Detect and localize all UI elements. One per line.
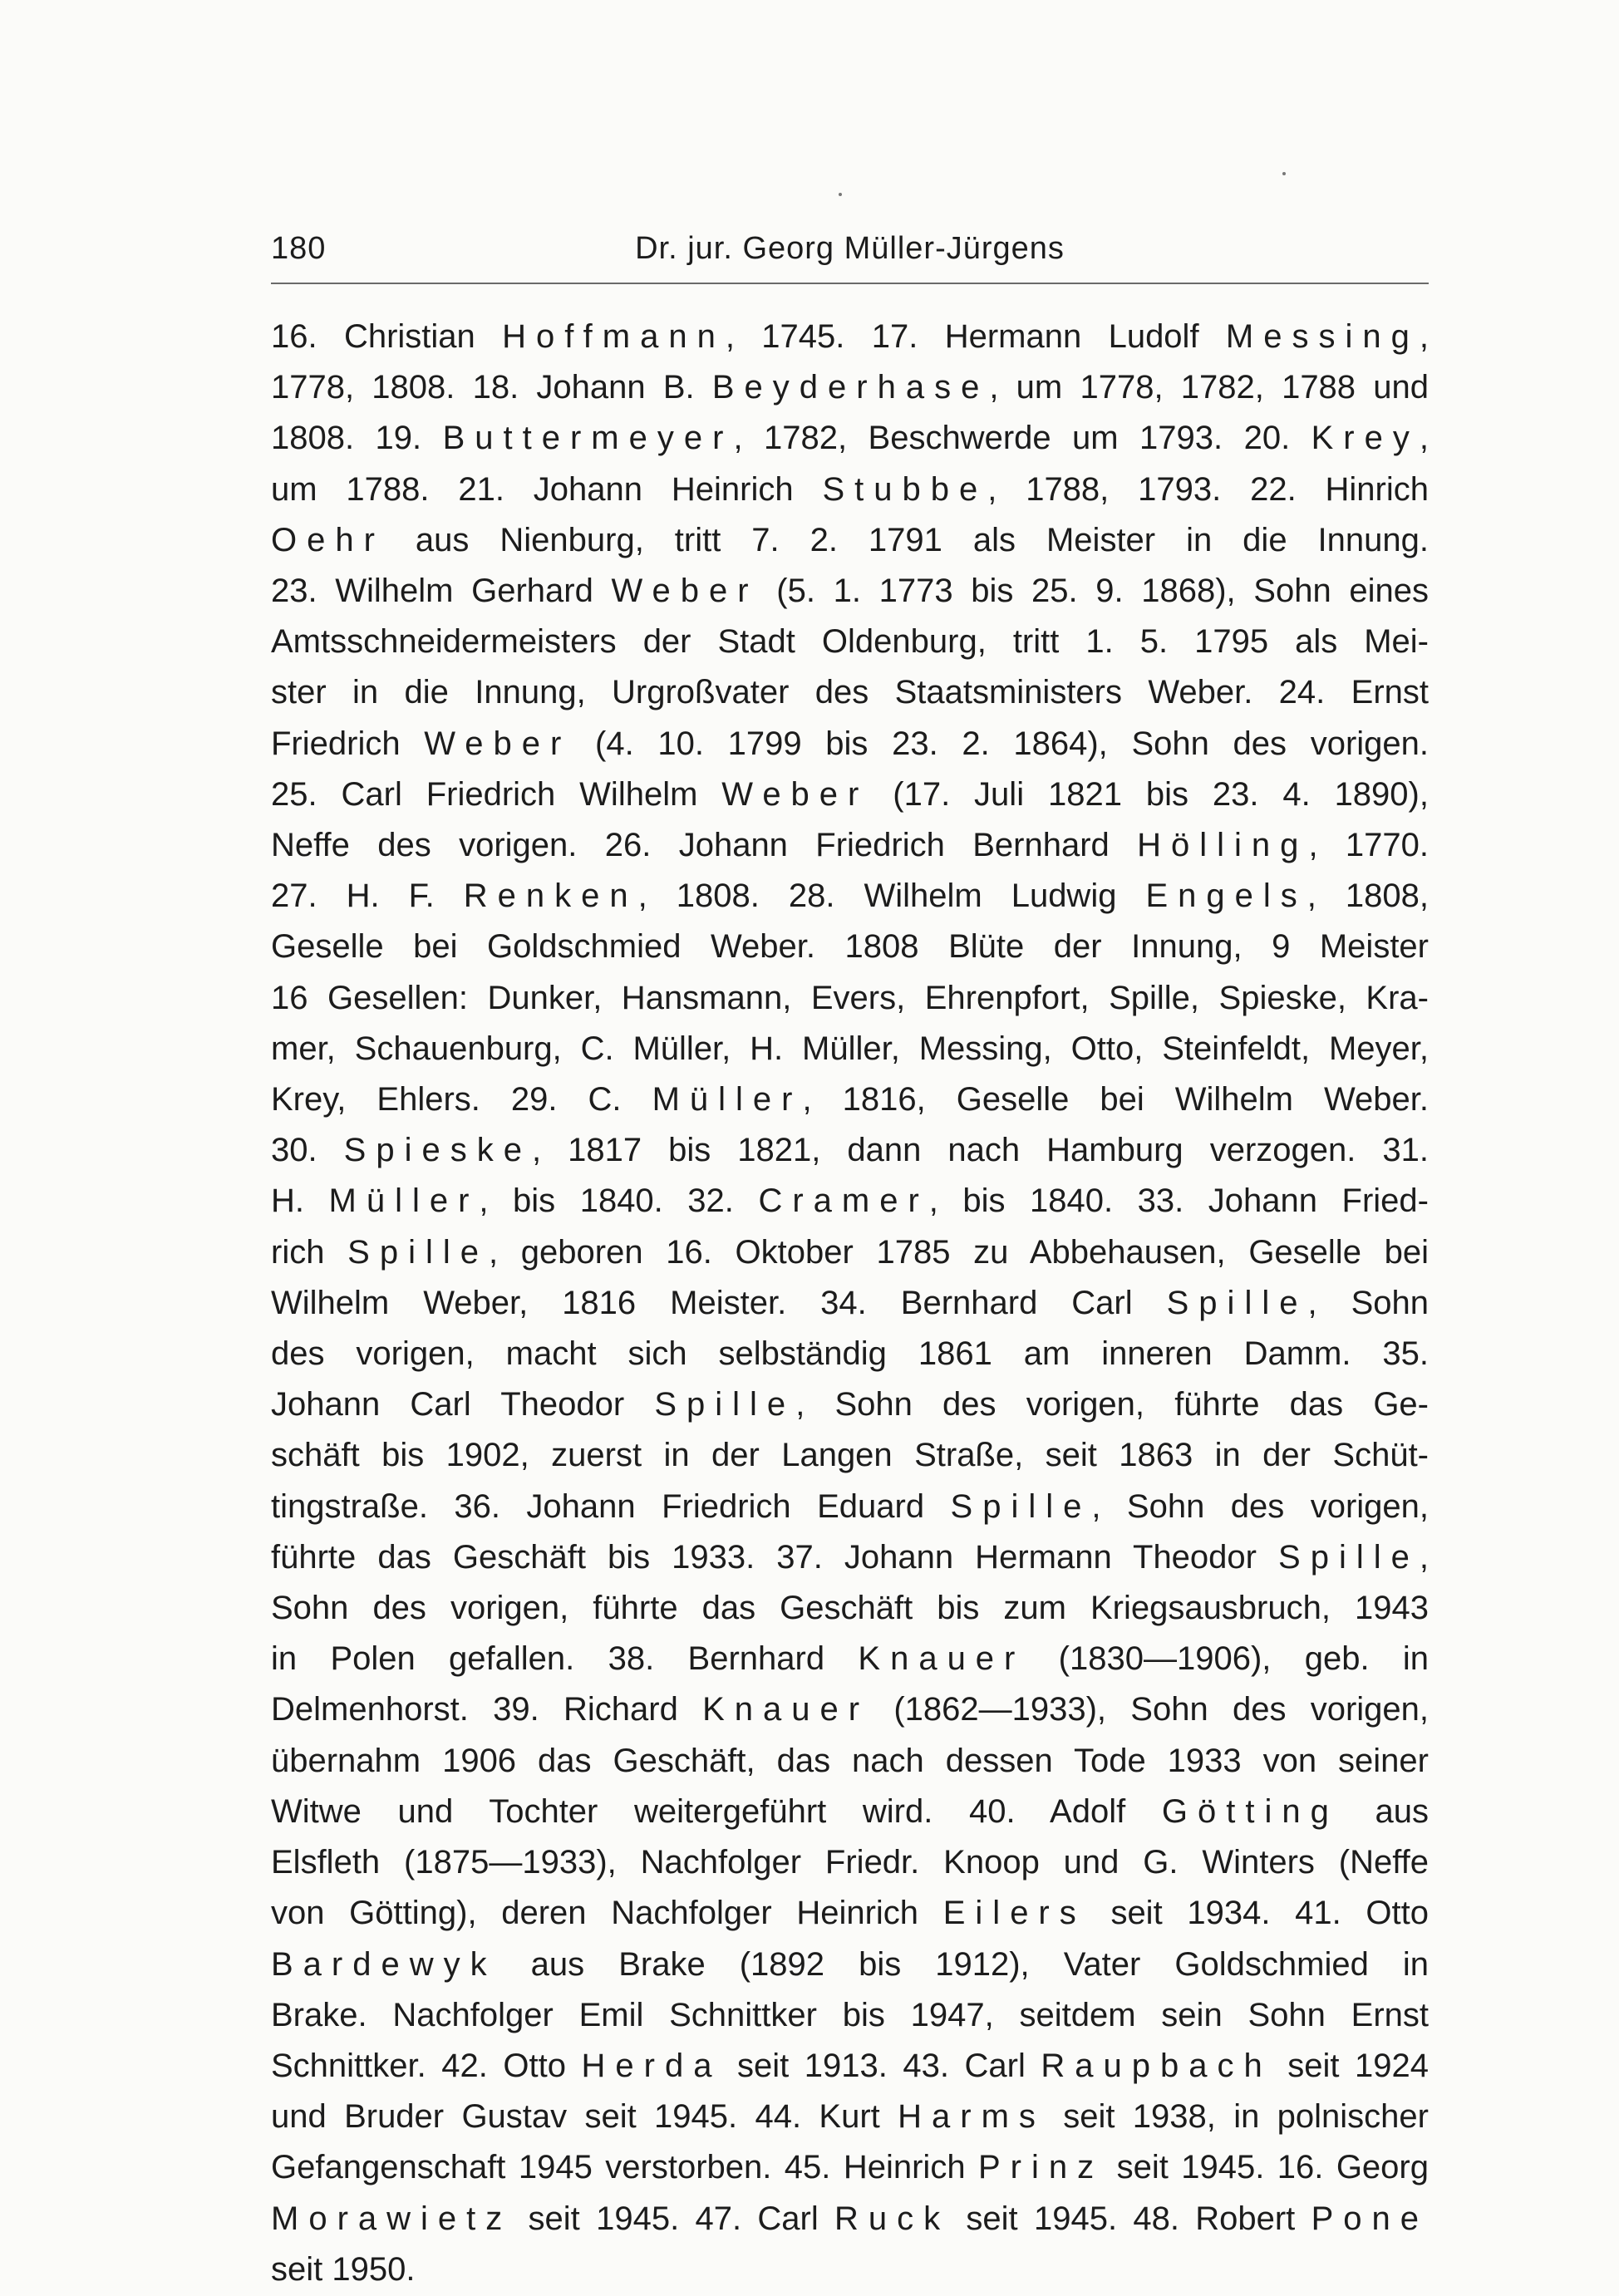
text-segment: seit 1938, in polnischer: [1045, 2098, 1429, 2136]
text-segment: , bis 1840. 33. Johann Fried-: [928, 1182, 1429, 1220]
text-line: [271, 667, 1429, 718]
spaced-name: Hölling: [1137, 827, 1309, 864]
text-segment: aus Brake (1892 bis 1912), Vater Goldschmied in: [496, 1945, 1429, 1983]
text-segment: ,: [1419, 1538, 1429, 1576]
text-segment: (4. 10. 1799 bis 23. 2. 1864), Sohn des vorigen.: [571, 725, 1430, 762]
text-segment: 16 Gesellen: Dunker, Hansmann, Evers, Ehrenpfort, Spille, Spieske, Kra-: [271, 979, 1429, 1016]
text-segment: 27. H. F.: [271, 878, 464, 915]
spaced-name: Knauer: [702, 1691, 870, 1728]
text-segment: Johann Carl Theodor: [271, 1386, 655, 1423]
spaced-name: Spille: [654, 1386, 796, 1423]
text-segment: tingstraße. 36. Johann Friedrich Eduard: [271, 1487, 951, 1525]
spaced-name: Bardewyk: [271, 1945, 497, 1983]
text-segment: rich: [271, 1233, 348, 1271]
text-segment: seit 1934. 41. Otto: [1085, 1895, 1429, 1932]
spaced-name: Prinz: [978, 2149, 1105, 2186]
text-line: [271, 2194, 1429, 2244]
text-segment: Neffe des vorigen. 26. Johann Friedrich Bernhard: [271, 827, 1138, 864]
running-title: Dr. jur. Georg Müller-Jürgens: [635, 231, 1065, 266]
text-segment: ,: [1419, 318, 1429, 355]
text-segment: Elsfleth (1875—1933), Nachfolger Friedr. Knoop und G. Winters (Neffe: [271, 1844, 1429, 1881]
spaced-name: Engels: [1145, 878, 1307, 915]
spaced-name: Stubbe: [822, 470, 988, 508]
text-line: [271, 1634, 1429, 1684]
text-segment: H.: [271, 1182, 329, 1220]
spaced-name: Beyderhase: [711, 369, 990, 406]
spaced-name: Morawietz: [271, 2200, 513, 2237]
spaced-name: Spille: [347, 1233, 489, 1271]
spaced-name: Ruck: [834, 2200, 951, 2237]
spaced-name: Oehr: [271, 521, 385, 558]
text-line: [271, 1684, 1429, 1735]
text-segment: um 1788. 21. Johann Heinrich: [271, 470, 823, 508]
text-line: [271, 2244, 1429, 2295]
spaced-name: Spille: [1166, 1284, 1308, 1321]
page-number: 180: [271, 231, 327, 266]
text-line: [271, 1736, 1429, 1787]
text-line: [271, 1125, 1429, 1176]
spaced-name: Spille: [1278, 1538, 1420, 1576]
spaced-name: Buttermeyer: [442, 420, 734, 457]
spaced-name: Harms: [898, 2098, 1046, 2136]
text-segment: , 1817 bis 1821, dann nach Hamburg verzogen. 31.: [531, 1132, 1429, 1169]
text-segment: von Götting), deren Nachfolger Heinrich: [271, 1895, 943, 1932]
text-line: [271, 465, 1429, 515]
text-segment: , Sohn des vorigen, führte das Ge-: [795, 1386, 1429, 1423]
text-segment: Amtsschneidermeisters der Stadt Oldenburg, tritt 1. 5. 1795 als Mei-: [271, 623, 1429, 661]
text-line: [271, 1787, 1429, 1837]
body-text: [271, 312, 1429, 2295]
text-line: [271, 1532, 1429, 1583]
text-line: [271, 922, 1429, 972]
text-segment: aus Nienburg, tritt 7. 2. 1791 als Meister in die Innung.: [384, 521, 1429, 558]
text-line: [271, 1583, 1429, 1634]
text-segment: Friedrich: [271, 725, 425, 762]
spaced-name: Müller: [328, 1182, 480, 1220]
text-line: [271, 1074, 1429, 1125]
text-segment: in Polen gefallen. 38. Bernhard: [271, 1640, 859, 1678]
text-segment: übernahm 1906 das Geschäft, das nach dessen Tode 1933 von seiner: [271, 1742, 1429, 1779]
text-line: [271, 312, 1429, 362]
text-line: [271, 1837, 1429, 1888]
text-segment: 1808. 19.: [271, 420, 443, 457]
text-line: [271, 719, 1429, 769]
text-segment: , Sohn des vorigen,: [1091, 1487, 1429, 1525]
text-segment: (5. 1. 1773 bis 25. 9. 1868), Sohn eines: [758, 573, 1429, 610]
text-segment: , geboren 16. Oktober 1785 zu Abbehausen, Geselle bei: [488, 1233, 1429, 1271]
text-line: [271, 1024, 1429, 1074]
text-segment: seit 1913. 43. Carl: [721, 2047, 1041, 2084]
text-line: [271, 973, 1429, 1024]
text-line: [271, 1176, 1429, 1227]
text-segment: Brake. Nachfolger Emil Schnittker bis 1947, seitdem sein Sohn Ernst: [271, 1996, 1429, 2033]
spaced-name: Spille: [950, 1487, 1092, 1525]
text-segment: seit 1950.: [271, 2250, 416, 2288]
spaced-name: Spieske: [343, 1132, 532, 1169]
text-line: [271, 871, 1429, 922]
spaced-name: Götting: [1161, 1792, 1339, 1830]
text-segment: mer, Schauenburg, C. Müller, H. Müller, Messing, Otto, Steinfeldt, Meyer,: [271, 1030, 1429, 1067]
text-line: [271, 1940, 1429, 1990]
speck-mark: [839, 193, 842, 196]
text-segment: , 1808. 28. Wilhelm Ludwig: [637, 878, 1146, 915]
spaced-name: Messing: [1225, 318, 1420, 355]
text-line: [271, 1482, 1429, 1532]
text-segment: Geselle bei Goldschmied Weber. 1808 Blüte der Innung, 9 Meister: [271, 928, 1429, 966]
text-segment: (17. Juli 1821 bis 23. 4. 1890),: [869, 775, 1429, 813]
text-segment: Krey, Ehlers. 29. C.: [271, 1081, 652, 1119]
spaced-name: Weber: [424, 725, 572, 762]
text-segment: seit 1945. 48. Robert: [950, 2200, 1311, 2237]
text-segment: , bis 1840. 32.: [479, 1182, 759, 1220]
text-segment: , 1808,: [1307, 878, 1429, 915]
text-segment: (1862—1933), Sohn des vorigen,: [869, 1691, 1430, 1728]
text-line: [271, 1379, 1429, 1430]
text-segment: Delmenhorst. 39. Richard: [271, 1691, 703, 1728]
text-segment: , 1782, Beschwerde um 1793. 20.: [733, 420, 1311, 457]
text-segment: 30.: [271, 1132, 344, 1169]
text-line: [271, 362, 1429, 413]
spaced-name: Renken: [463, 878, 638, 915]
text-segment: , 1788, 1793. 22. Hinrich: [987, 470, 1429, 508]
text-line: [271, 413, 1429, 464]
text-line: [271, 1227, 1429, 1278]
text-segment: seit 1945. 16. Georg: [1104, 2149, 1429, 2186]
text-line: [271, 1329, 1429, 1379]
text-line: [271, 2092, 1429, 2142]
text-segment: Witwe und Tochter weitergeführt wird. 40. Adolf: [271, 1792, 1162, 1830]
spaced-name: Eilers: [942, 1895, 1086, 1932]
page-header: [271, 224, 1429, 284]
text-line: [271, 1278, 1429, 1329]
text-line: [271, 2041, 1429, 2092]
text-segment: des vorigen, macht sich selbständig 1861 am inneren Damm. 35.: [271, 1335, 1429, 1373]
text-segment: , 1816, Geselle bei Wilhelm Weber.: [802, 1081, 1429, 1119]
spaced-name: Pone: [1311, 2200, 1430, 2237]
text-line: [271, 1990, 1429, 2041]
text-segment: , 1745. 17. Hermann Ludolf: [725, 318, 1226, 355]
spaced-name: Weber: [721, 775, 869, 813]
text-segment: (1830—1906), geb. in: [1025, 1640, 1430, 1678]
spaced-name: Knauer: [858, 1640, 1026, 1678]
text-segment: Gefangenschaft 1945 verstorben. 45. Heinrich: [271, 2149, 978, 2186]
text-segment: 1778, 1808. 18. Johann B.: [271, 369, 712, 406]
text-segment: und Bruder Gustav seit 1945. 44. Kurt: [271, 2098, 898, 2136]
text-segment: aus: [1338, 1792, 1430, 1830]
text-segment: Wilhelm Weber, 1816 Meister. 34. Bernhard Carl: [271, 1284, 1167, 1321]
text-line: [271, 1888, 1429, 1939]
text-line: [271, 617, 1429, 667]
text-segment: schäft bis 1902, zuerst in der Langen Straße, seit 1863 in der Schüt-: [271, 1437, 1429, 1474]
text-segment: 23. Wilhelm Gerhard: [271, 573, 612, 610]
spaced-name: Hoffmann: [502, 318, 726, 355]
text-segment: , 1770.: [1308, 827, 1430, 864]
text-segment: Sohn des vorigen, führte das Geschäft bis zum Kriegsausbruch, 1943: [271, 1590, 1429, 1627]
text-line: [271, 769, 1429, 820]
text-segment: ster in die Innung, Urgroßvater des Staatsministers Weber. 24. Ernst: [271, 674, 1429, 711]
spaced-name: Herda: [581, 2047, 722, 2084]
speck-mark: [1282, 172, 1286, 175]
text-segment: seit 1945. 47. Carl: [512, 2200, 834, 2237]
text-line: [271, 1430, 1429, 1481]
text-segment: seit 1924: [1272, 2047, 1430, 2084]
text-segment: , Sohn: [1307, 1284, 1429, 1321]
text-segment: führte das Geschäft bis 1933. 37. Johann Hermann Theodor: [271, 1538, 1279, 1576]
text-segment: ,: [1419, 420, 1429, 457]
spaced-name: Cramer: [758, 1182, 929, 1220]
text-line: [271, 515, 1429, 566]
spaced-name: Krey: [1311, 420, 1420, 457]
text-segment: 16. Christian: [271, 318, 503, 355]
text-segment: Schnittker. 42. Otto: [271, 2047, 582, 2084]
spaced-name: Müller: [652, 1081, 803, 1119]
text-line: [271, 820, 1429, 871]
spaced-name: Raupbach: [1041, 2047, 1272, 2084]
text-segment: , um 1778, 1782, 1788 und: [989, 369, 1429, 406]
text-segment: 25. Carl Friedrich Wilhelm: [271, 775, 722, 813]
text-line: [271, 566, 1429, 617]
spaced-name: Weber: [611, 573, 759, 610]
text-line: [271, 2142, 1429, 2193]
